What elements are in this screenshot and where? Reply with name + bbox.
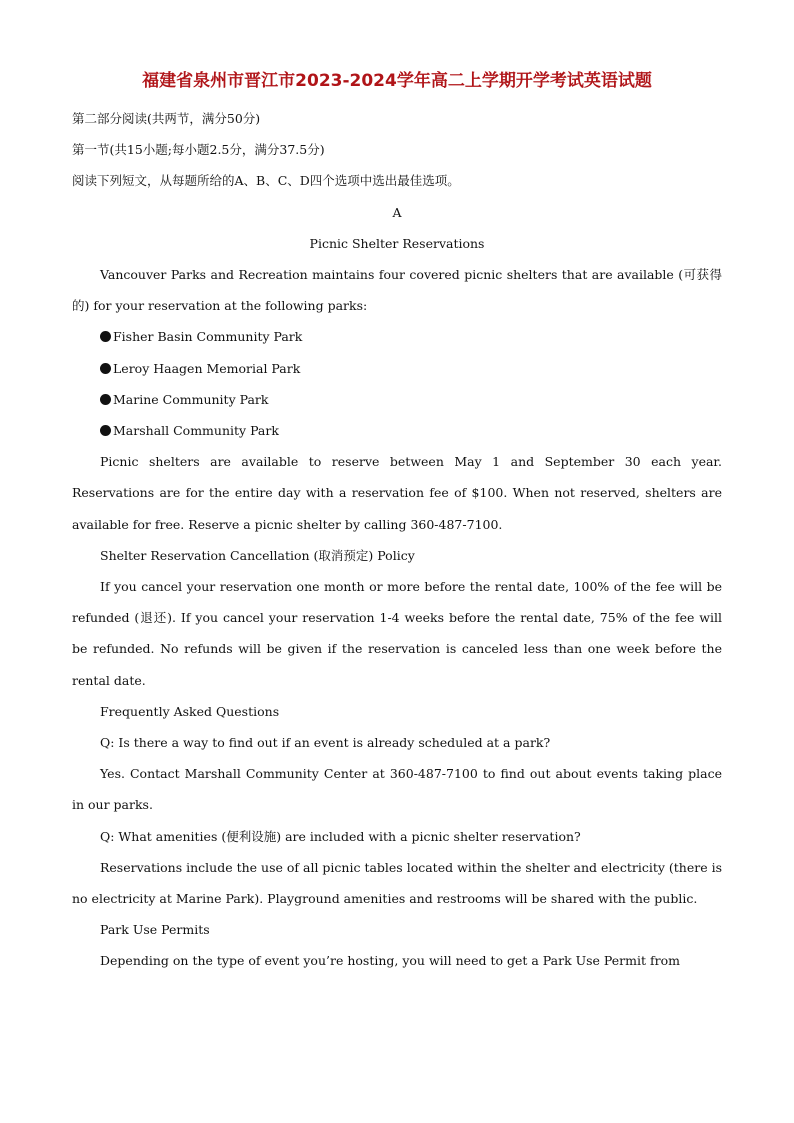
passage-letter: A (392, 204, 402, 220)
availability-paragraph: Picnic shelters are available to reserve between May 1 and September 30 each year. Reservations are for the entire day with a reservation fee of $100. When not reserved, shelters are available for free. Reserve a picnic shelter by calling 360-487-7100. (72, 454, 722, 532)
list-item (72, 415, 722, 446)
park-name: Marine Community Park (113, 391, 269, 407)
section-heading-part1: 第一节(共15小题;每小题2.5分，满分37.5分) (72, 142, 325, 158)
permits-paragraph: Depending on the type of event you’re hosting, you will need to get a Park Use Permit from (100, 953, 680, 969)
passage-title: Picnic Shelter Reservations (309, 235, 485, 251)
bullet-icon (100, 425, 111, 436)
cancellation-heading: Shelter Reservation Cancellation (取消预定) Policy (100, 547, 415, 563)
bullet-icon (100, 363, 111, 374)
permits-heading: Park Use Permits (100, 922, 210, 938)
list-item (72, 353, 722, 384)
bullet-icon (100, 394, 111, 405)
document-body (72, 103, 722, 977)
park-name: Fisher Basin Community Park (113, 329, 303, 345)
list-item (72, 384, 722, 415)
section-heading-part2: 第二部分阅读(共两节，满分50分) (72, 111, 261, 126)
park-name: Marshall Community Park (113, 423, 279, 439)
faq-heading: Frequently Asked Questions (100, 703, 280, 719)
faq-question-2: Q: What amenities (便利设施) are included with a picnic shelter reservation? (100, 828, 581, 844)
bullet-icon (100, 331, 111, 342)
instructions: 阅读下列短文，从每题所给的A、B、C、D四个选项中选出最佳选项。 (72, 173, 460, 189)
list-item (72, 321, 722, 352)
faq-question-1: Q: Is there a way to find out if an event is already scheduled at a park? (100, 735, 551, 751)
faq-answer-1: Yes. Contact Marshall Community Center at 360-487-7100 to find out about events taking place in our parks. (72, 766, 722, 813)
park-name: Leroy Haagen Memorial Park (113, 360, 301, 376)
intro-paragraph: Vancouver Parks and Recreation maintains four covered picnic shelters that are available (可获得的) for your reservation at the following parks: (72, 267, 722, 314)
document-title: 福建省泉州市晋江市2023-2024学年高二上学期开学考试英语试题 (142, 71, 652, 91)
faq-answer-2: Reservations include the use of all picnic tables located within the shelter and electricity (there is no electricity at Marine Park). Playground amenities and restrooms will be shared with the public. (72, 859, 722, 907)
cancellation-paragraph: If you cancel your reservation one month or more before the rental date, 100% of the fee will be refunded (退还). If you cancel your reservation 1-4 weeks before the rental date, 75% of the fee will be refunded. No refunds will be given if the reservation is canceled less than one week before the rental date. (72, 579, 722, 688)
